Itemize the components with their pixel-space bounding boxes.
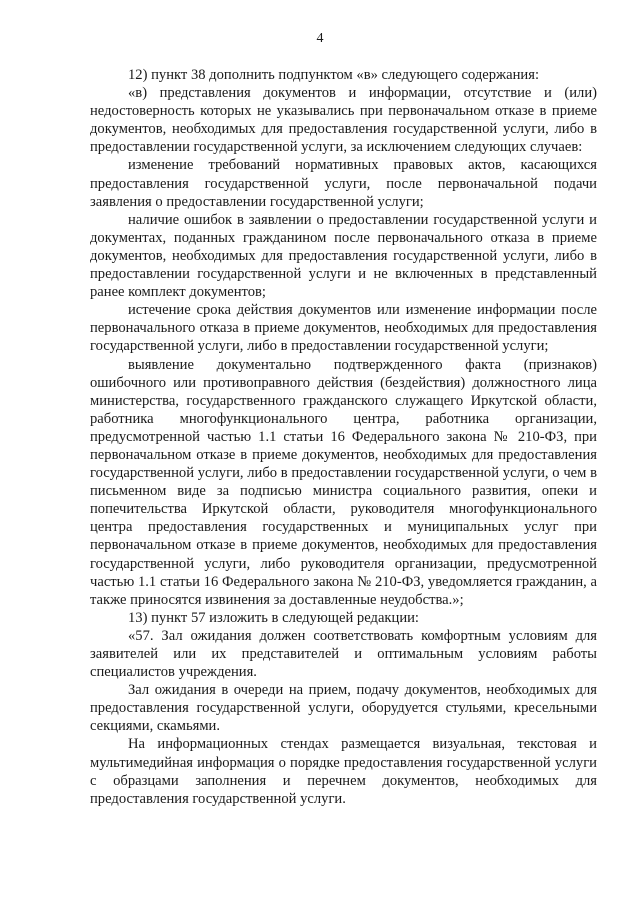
- page-number: 4: [316, 31, 324, 46]
- paragraph-subitem-v: «в) представления документов и информации, отсутствие и (или) недостоверность которых не указывались при первоначальном отказе в приеме документов, необходимых для предоставления государственной услуги, либо в предоставлении государственной услуги, за исключением следующих случаев:: [90, 85, 597, 156]
- document-body: [90, 66, 597, 808]
- paragraph-exception-misconduct: выявление документально подтвержденного факта (признаков) ошибочного или противоправного действия (бездействия) должностного лица министерства, государственного гражданского служащего Иркутской области, работника многофункционального центра, работника организации, предусмотренной частью 1.1 статьи 16 Федерального закона № 210-ФЗ, при первоначальном отказе в приеме документов, необходимых для предоставления государственной услуги, либо в предоставлении государственной услуги, о чем в письменном виде за подписью министра социального развития, опеки и попечительства Иркутской области, руководителя многофункционального центра предоставления государственных и муниципальных услуг при первоначальном отказе в приеме документов, необходимых для предоставления государственной услуги, либо руководителя организации, предусмотренной частью 1.1 статьи 16 Федерального закона № 210-ФЗ, уведомляется гражданин, а также приносятся извинения за доставленные неудобства.»;: [90, 356, 597, 608]
- paragraph-item-12: 12) пункт 38 дополнить подпунктом «в» следующего содержания:: [128, 67, 540, 83]
- paragraph-exception-expiry: истечение срока действия документов или изменение информации после первоначального отказа в приеме документов, необходимых для предоставления государственной услуги, либо в предоставлении государственной услуги;: [90, 302, 597, 355]
- paragraph-item-13: 13) пункт 57 изложить в следующей редакции:: [128, 609, 419, 626]
- paragraph-exception-errors: наличие ошибок в заявлении о предоставлении государственной услуги и документах, поданных гражданином после первоначального отказа в приеме документов, необходимых для предоставления государственной услуги, либо в предоставлении государственной услуги и не включенных в представленный ранее комплект документов;: [90, 211, 597, 301]
- paragraph-information-stands: На информационных стендах размещается визуальная, текстовая и мультимедийная информация о порядке предоставления государственной услуги с образцами заполнения и перечнем документов, необходимых для предоставления государственной услуги.: [90, 736, 597, 807]
- paragraph-exception-requirements: изменение требований нормативных правовых актов, касающихся предоставления государственной услуги, после первоначальной подачи заявления о предоставлении государственной услуги;: [90, 157, 597, 210]
- paragraph-waiting-room: Зал ожидания в очереди на прием, подачу документов, необходимых для предоставления государственной услуги, оборудуется стульями, кресельными секциями, скамьями.: [90, 682, 597, 735]
- paragraph-point-57: «57. Зал ожидания должен соответствовать комфортным условиям для заявителей или их представителей и оптимальным условиям работы специалистов учреждения.: [90, 627, 597, 681]
